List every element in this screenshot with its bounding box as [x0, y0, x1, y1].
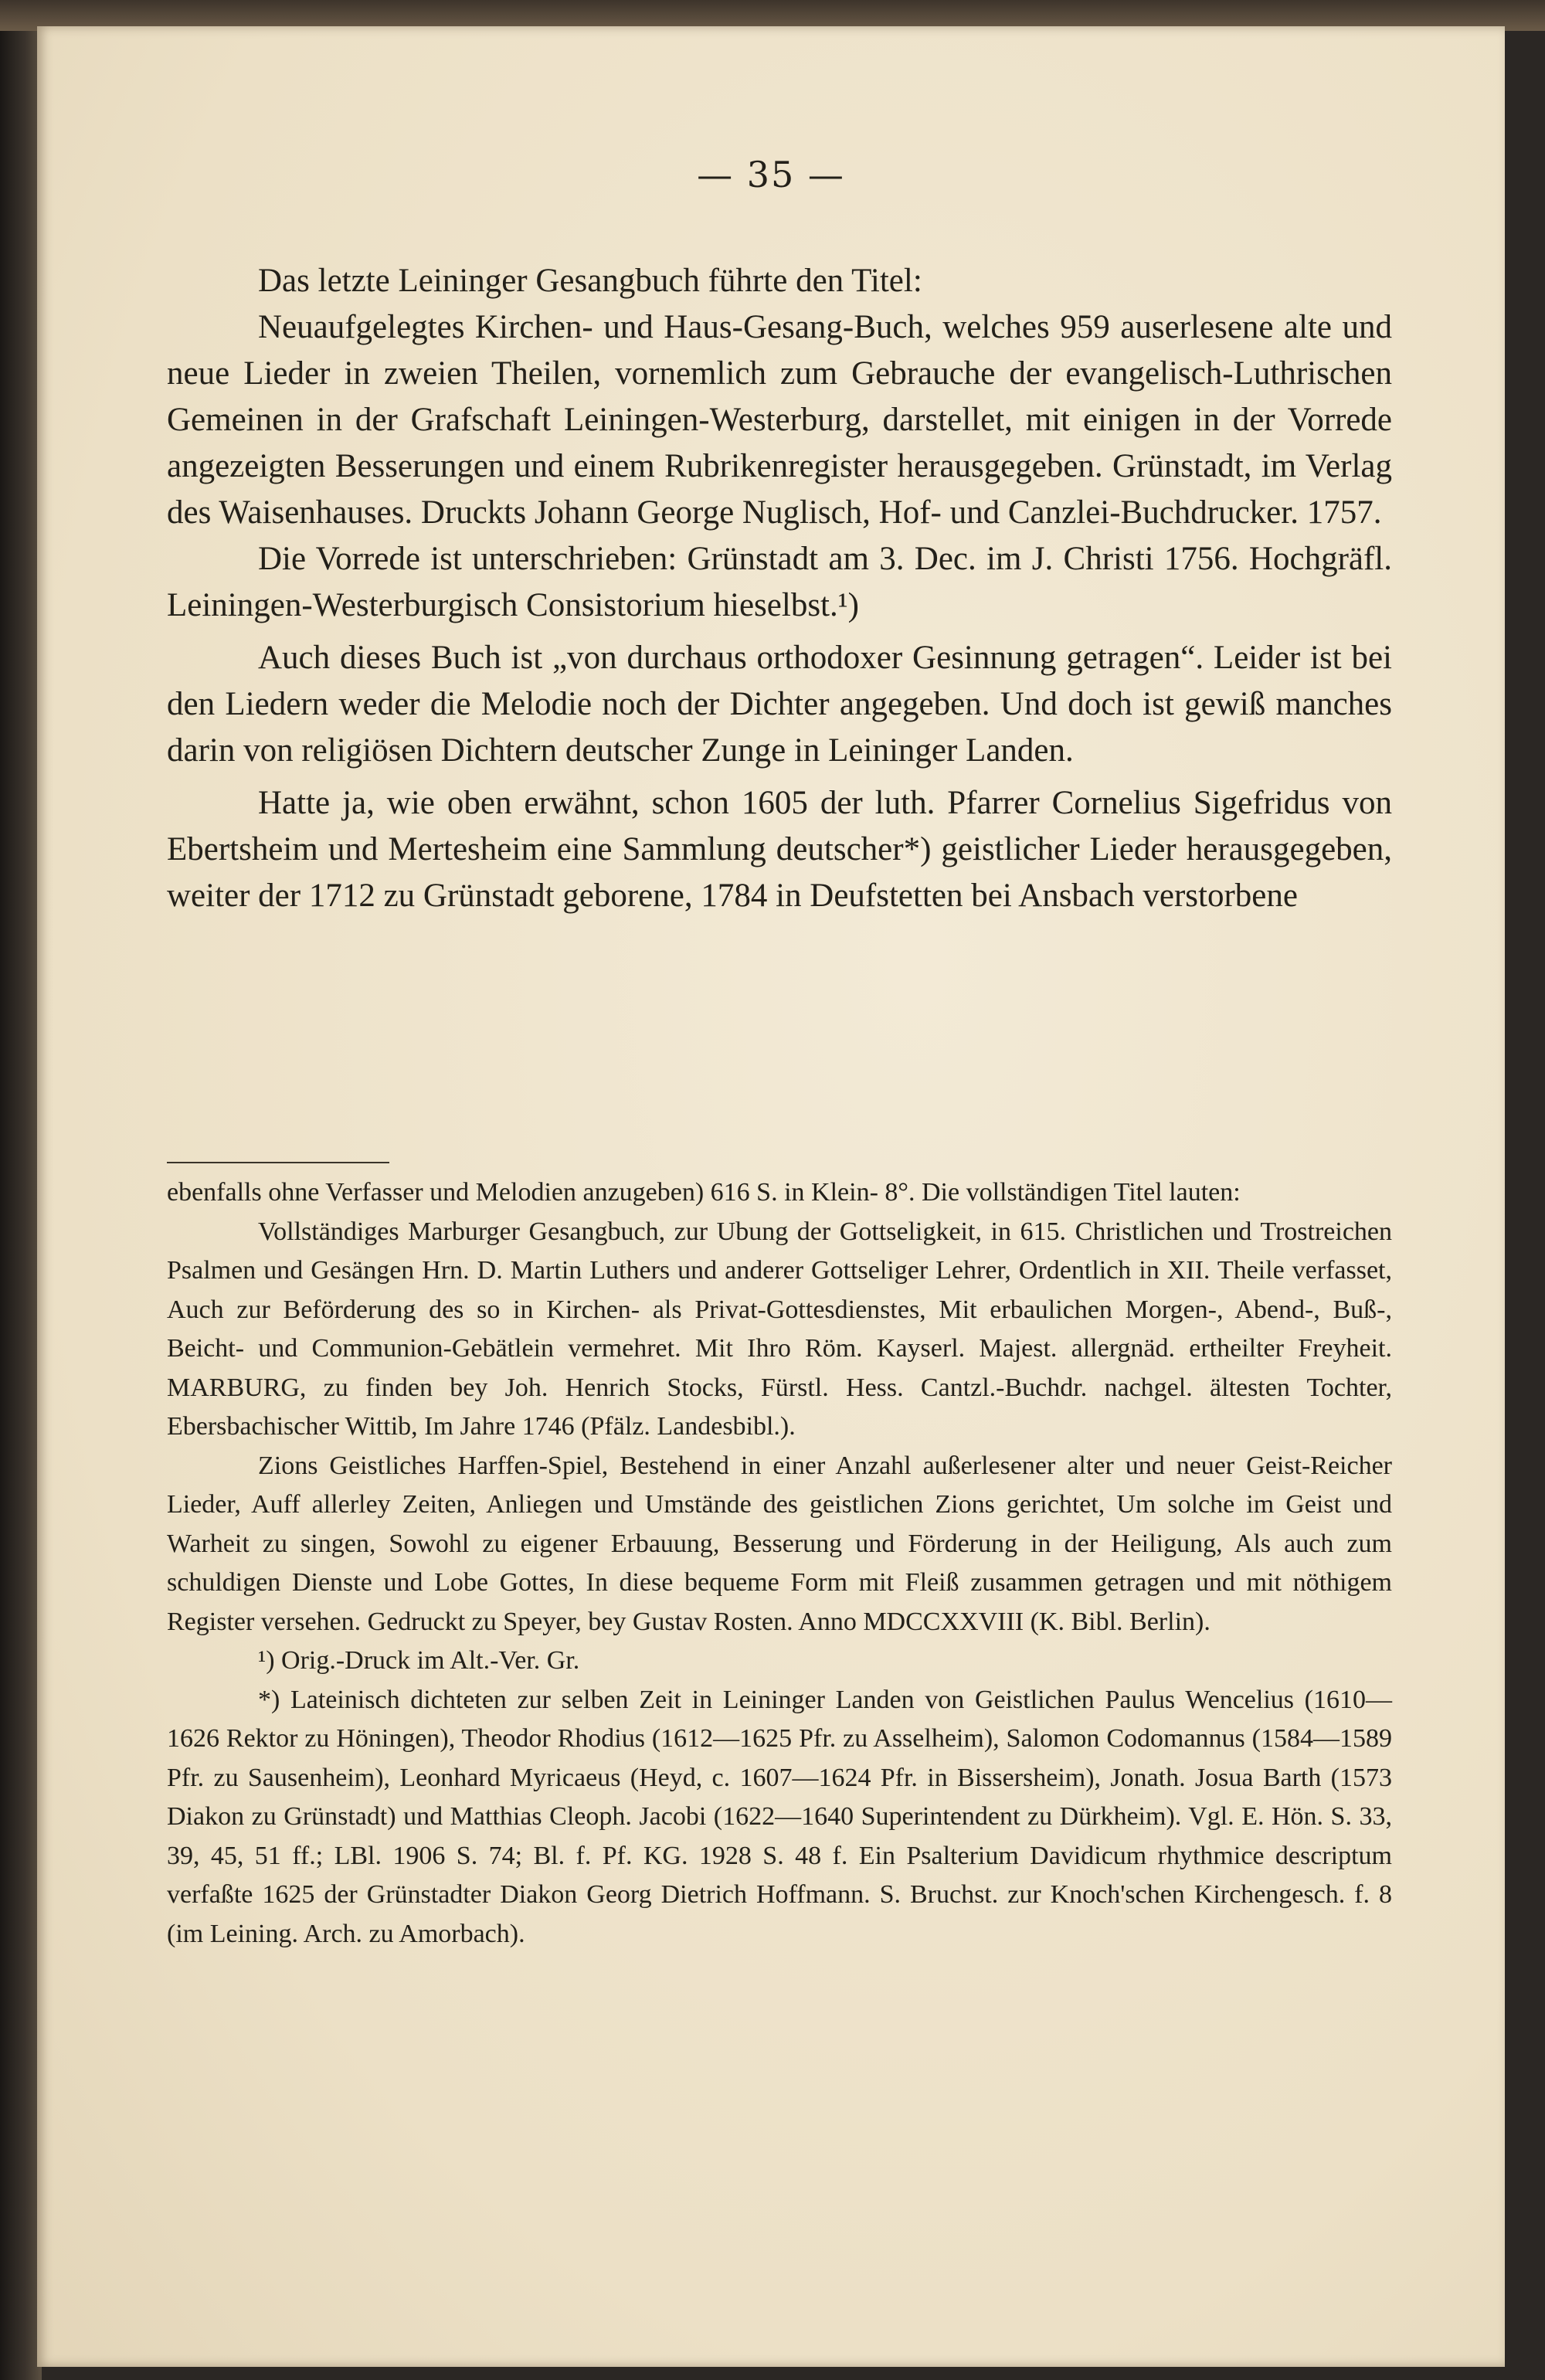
book-binding — [0, 0, 42, 2380]
footnotes — [167, 1173, 1392, 1954]
body-paragraph: Auch dieses Buch ist „von durchaus orthodoxer Gesinnung getragen“. Leider ist bei den Liedern weder die Melodie noch der Dichter angegeben. Und doch ist gewiß manches darin von religiösen Dichtern deutscher Zunge in Leininger Landen. — [167, 640, 1392, 769]
book-page — [37, 26, 1505, 2367]
footnote-divider — [167, 1162, 389, 1163]
footnote-title-zions: Zions Geistliches Harffen-Spiel, Bestehend in einer Anzahl außerlesener alter und neuer Geist-Reicher Lieder, Auff allerley Zeiten, Anliegen und Umstände des geistlichen Zions gerichtet, Um solche im Geist und Warheit zu singen, Sowohl zu eigener Erbauung, Besserung und Förderung in der Heiligung, Als auch zum schuldigen Dienste und Lobe Gottes, In diese bequeme Form mit Fleiß zusammen getragen und mit nöthigem Register versehen. Gedruckt zu Speyer, bey Gustav Rosten. Anno MDCCXXVIII (K. Bibl. Berlin). — [167, 1451, 1392, 1636]
main-text — [167, 258, 1392, 919]
page-number: — 35 — — [697, 154, 845, 195]
footnote-asterisk: *) Lateinisch dichteten zur selben Zeit in Leininger Landen von Geistlichen Paulus Wencelius (1610—1626 Rektor zu Höningen), Theodor Rhodius (1612—1625 Pfr. zu Asselheim), Salomon Codomannus (1584—1589 Pfr. zu Sausenheim), Leonhard Myricaeus (Heyd, c. 1607—1624 Pfr. in Bissersheim), Jonath. Josua Barth (1573 Diakon zu Grünstadt) und Matthias Cleoph. Jacobi (1622—1640 Superintendent zu Dürkheim). Vgl. E. Hön. S. 33, 39, 45, 51 ff.; LBl. 1906 S. 74; Bl. f. Pf. KG. 1928 S. 48 f. Ein Psalterium Davidicum rhythmice descriptum verfaßte 1625 der Grünstadter Diakon Georg Dietrich Hoffmann. S. Bruchst. zur Knoch'schen Kirchengesch. f. 8 (im Leining. Arch. zu Amorbach). — [167, 1685, 1392, 1948]
body-paragraph: Das letzte Leininger Gesangbuch führte den Titel: — [258, 263, 922, 299]
footnote-continuation: ebenfalls ohne Verfasser und Melodien anzugeben) 616 S. in Klein- 8°. Die vollständigen Titel lauten: — [167, 1178, 1241, 1207]
footnote-1: ¹) Orig.-Druck im Alt.-Ver. Gr. — [258, 1646, 580, 1675]
body-paragraph: Neuaufgelegtes Kirchen- und Haus-Gesang-Buch, welches 959 auserlesene alte und neue Lieder in zweien Theilen, vornemlich zum Gebrauche der evangelisch-Luthrischen Gemeinen in der Grafschaft Leiningen-Westerburg, darstellet, mit einigen in der Vorrede angezeigten Besserungen und einem Rubrikenregister herausgegeben. Grünstadt, im Verlag des Waisenhauses. Druckts Johann George Nuglisch, Hof- und Canzlei-Buchdrucker. 1757. — [167, 309, 1392, 531]
footnote-title-marburg: Vollständiges Marburger Gesangbuch, zur Ubung der Gottseligkeit, in 615. Christlichen und Trostreichen Psalmen und Gesängen Hrn. D. Martin Luthers und anderer Gottseliger Lehrer, Ordentlich in XII. Theile verfasset, Auch zur Beförderung des so in Kirchen- als Privat-Gottesdienstes, Mit erbaulichen Morgen-, Abend-, Buß-, Beicht- und Communion-Gebätlein vermehret. Mit Ihro Röm. Kayserl. Majest. allergnäd. ertheilter Freyheit. MARBURG, zu finden bey Joh. Henrich Stocks, Fürstl. Hess. Cantzl.-Buchdr. nachgel. ältesten Tochter, Ebersbachischer Wittib, Im Jahre 1746 (Pfälz. Landesbibl.). — [167, 1217, 1392, 1441]
body-paragraph: Hatte ja, wie oben erwähnt, schon 1605 der luth. Pfarrer Cornelius Sigefridus von Ebertsheim und Mertesheim eine Sammlung deutscher*) geistlicher Lieder herausgegeben, weiter der 1712 zu Grünstadt geborene, 1784 in Deufstetten bei Ansbach verstorbene — [167, 785, 1392, 914]
body-paragraph: Die Vorrede ist unterschrieben: Grünstadt am 3. Dec. im J. Christi 1756. Hochgräfl. Leiningen-Westerburgisch Consistorium hieselbst.¹) — [167, 541, 1392, 623]
